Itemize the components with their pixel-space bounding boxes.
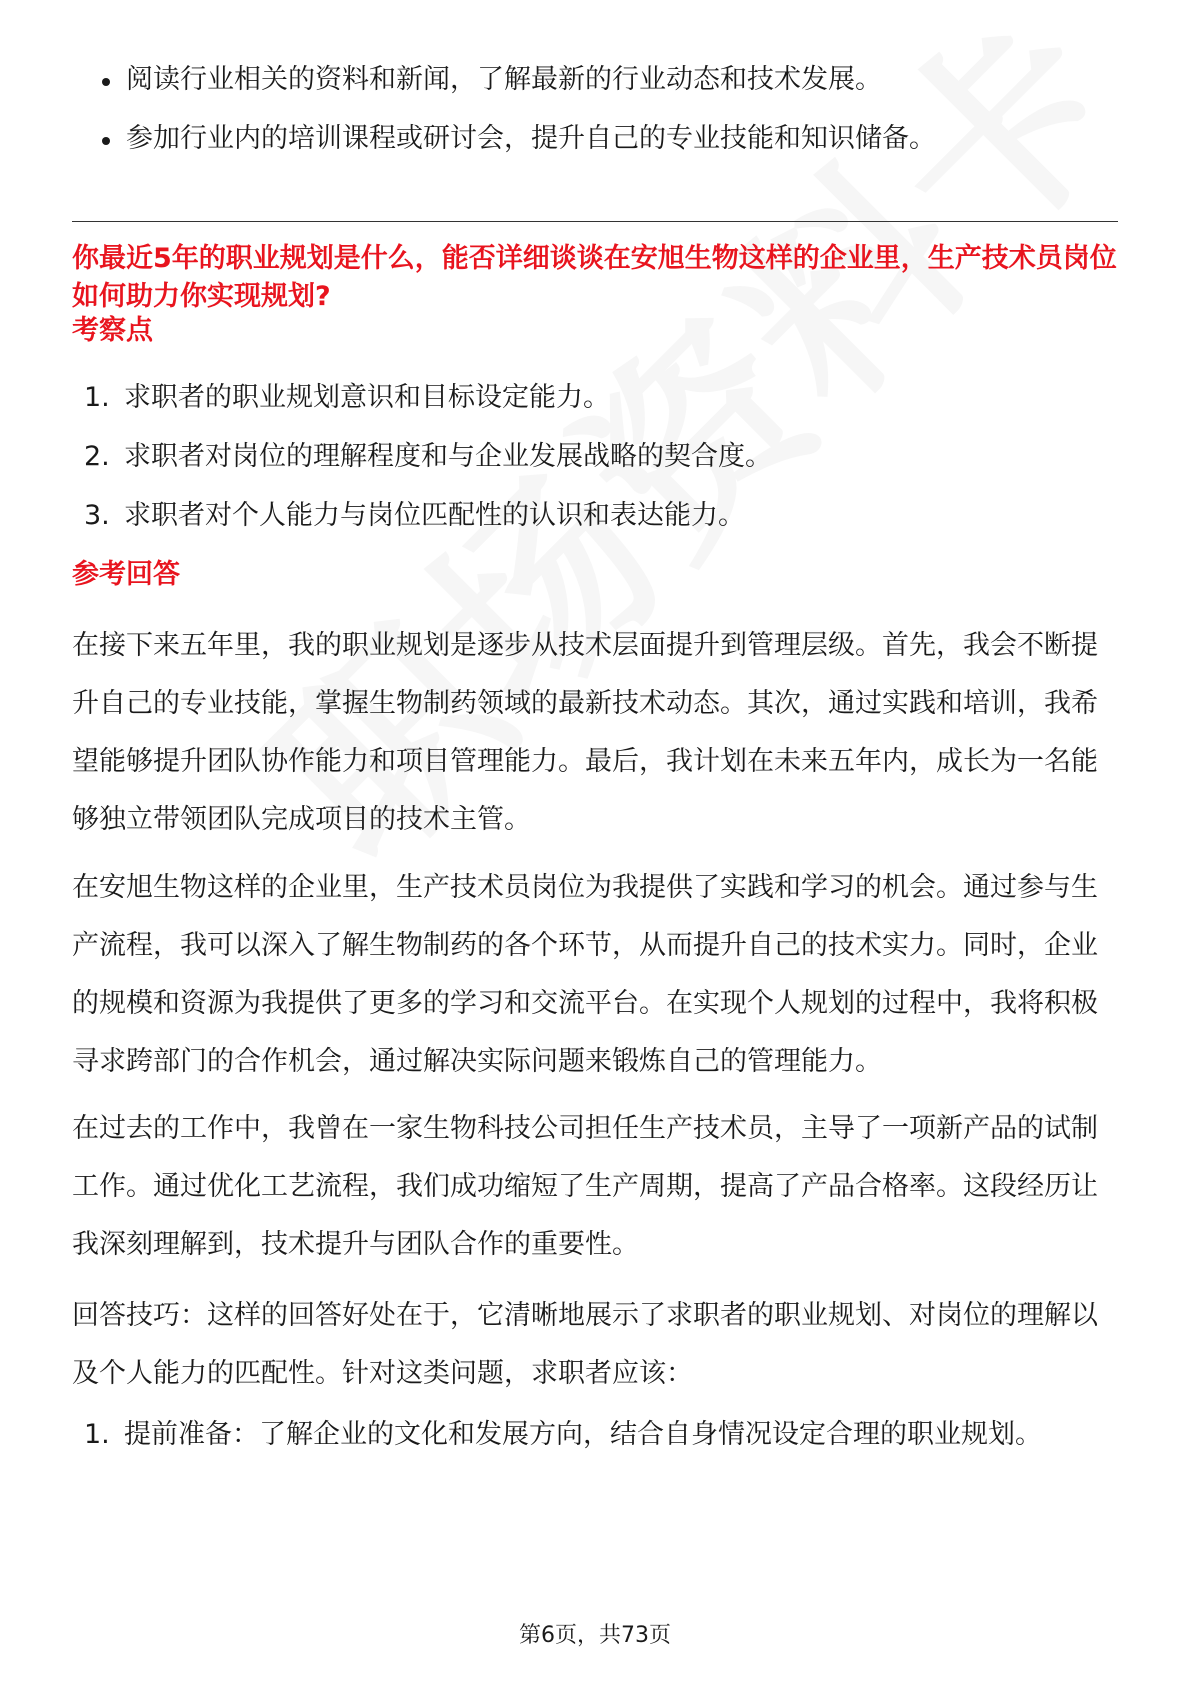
exam-point-item xyxy=(84,380,1114,416)
exam-point-item xyxy=(84,439,1114,475)
exam-points-heading: 考察点 xyxy=(72,315,153,346)
answer-paragraph: 在接下来五年里，我的职业规划是逐步从技术层面提升到管理层级。首先，我会不断提升自己的专业技能，掌握生物制药领域的最新技术动态。其次，通过实践和培训，我希望能够提升团队协作能力和项目管理能力。最后，我计划在未来五年内，成长为一名能够独立带领团队完成项目的技术主管。 xyxy=(72,630,1098,835)
item-number: 3. xyxy=(84,500,110,531)
tip-item xyxy=(84,1417,1114,1453)
answer-heading: 参考回答 xyxy=(72,559,180,590)
answer-paragraph: 在过去的工作中，我曾在一家生物科技公司担任生产技术员，主导了一项新产品的试制工作。通过优化工艺流程，我们成功缩短了生产周期，提高了产品合格率。这段经历让我深刻理解到，技术提升与团队合作的重要性。 xyxy=(72,1113,1098,1260)
item-number: 1. xyxy=(84,382,110,413)
tips-list xyxy=(84,1417,1114,1476)
item-number: 2. xyxy=(84,441,110,472)
answer-paragraph: 在安旭生物这样的企业里，生产技术员岗位为我提供了实践和学习的机会。通过参与生产流程，我可以深入了解生物制药的各个环节，从而提升自己的技术实力。同时，企业的规模和资源为我提供了更多的学习和交流平台。在实现个人规划的过程中，我将积极寻求跨部门的合作机会，通过解决实际问题来锻炼自己的管理能力。 xyxy=(72,872,1098,1077)
item-text: 求职者对个人能力与岗位匹配性的认识和表达能力。 xyxy=(124,500,745,531)
bullet-item: 阅读行业相关的资料和新闻，了解最新的行业动态和技术发展。 xyxy=(98,62,1128,98)
answer-tips-paragraph: 回答技巧：这样的回答好处在于，它清晰地展示了求职者的职业规划、对岗位的理解以及个人能力的匹配性。针对这类问题，求职者应该： xyxy=(72,1300,1098,1389)
exam-point-item xyxy=(84,498,1114,534)
bullet-item: 参加行业内的培训课程或研讨会，提升自己的专业技能和知识储备。 xyxy=(98,121,1128,157)
item-text: 求职者对岗位的理解程度和与企业发展战略的契合度。 xyxy=(124,441,772,472)
item-number: 1. xyxy=(84,1419,110,1450)
top-bullet-list xyxy=(98,62,1128,180)
page-footer: 第6页，共73页 xyxy=(519,1623,671,1648)
item-text: 求职者的职业规划意识和目标设定能力。 xyxy=(124,382,610,413)
exam-points-list xyxy=(84,380,1114,557)
section-divider xyxy=(72,221,1118,222)
item-text: 提前准备：了解企业的文化和发展方向，结合自身情况设定合理的职业规划。 xyxy=(124,1419,1042,1450)
question-heading: 你最近5年的职业规划是什么，能否详细谈谈在安旭生物这样的企业里，生产技术员岗位如何助力你实现规划? xyxy=(72,243,1117,312)
